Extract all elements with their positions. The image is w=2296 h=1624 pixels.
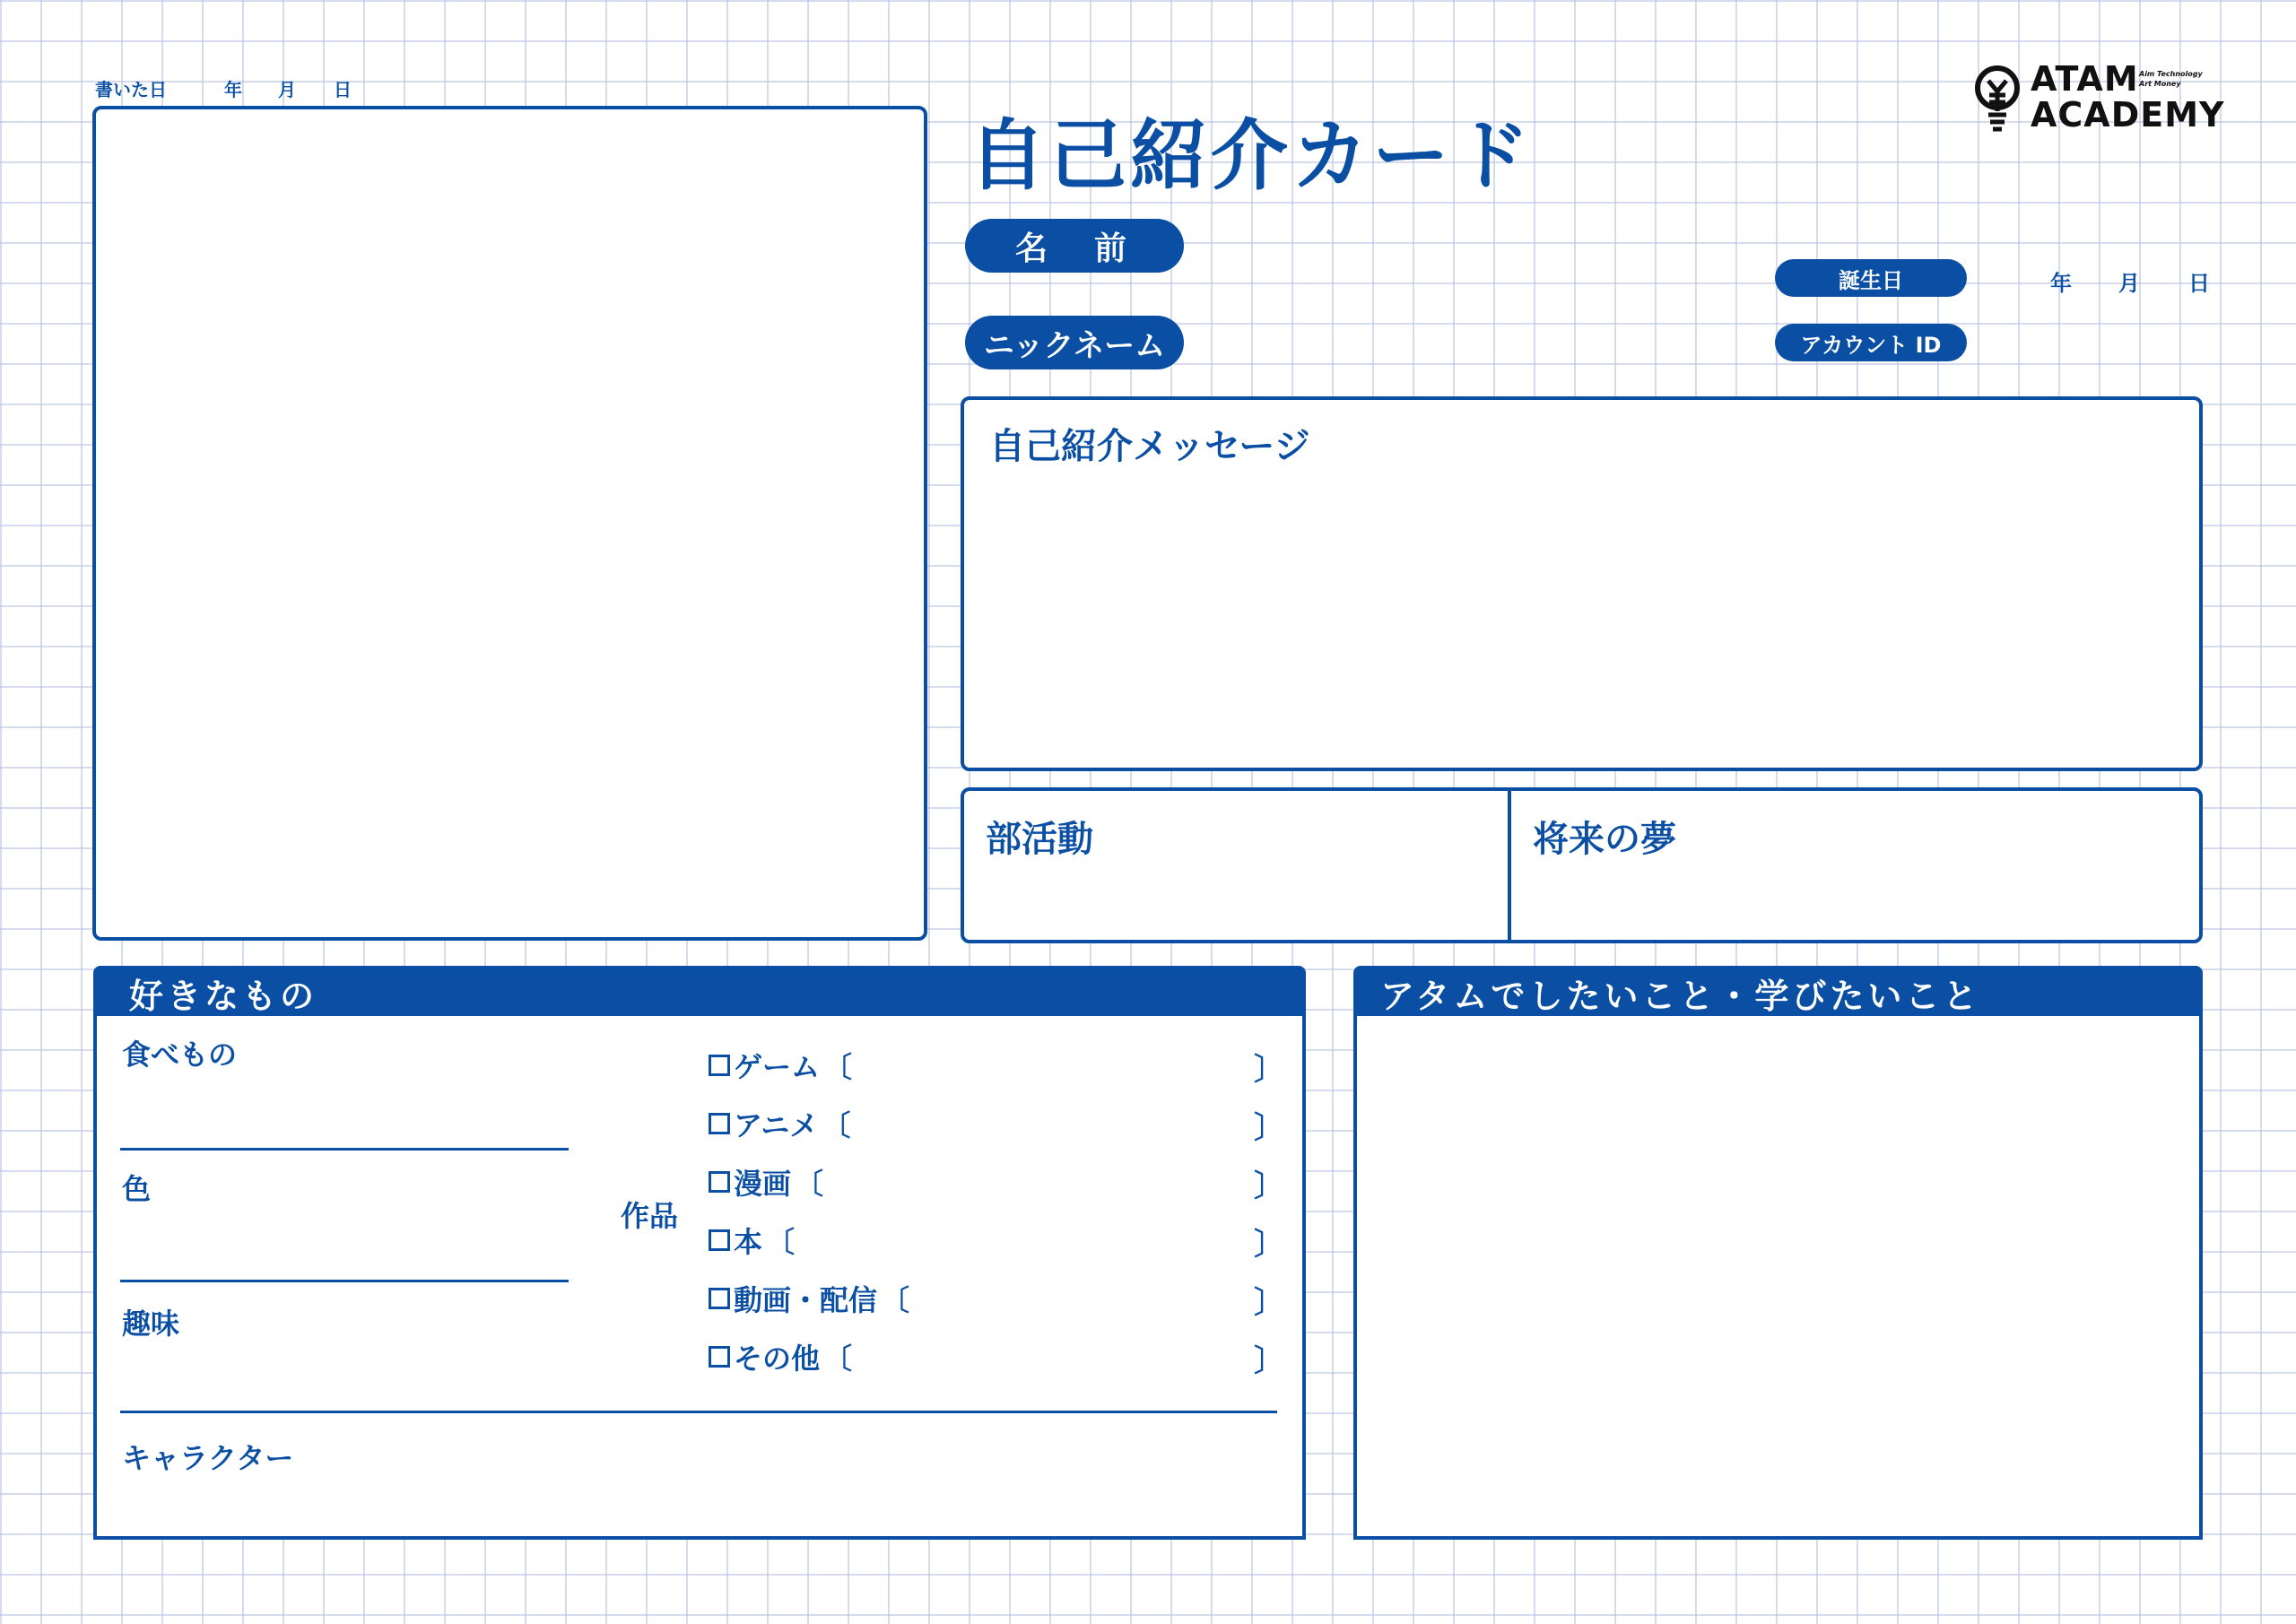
written-date-label: 書いた日 [95, 79, 167, 100]
club-dream-divider [1508, 791, 1511, 940]
bracket-open: 〔 [766, 1225, 796, 1259]
written-date-day: 日 [334, 79, 352, 100]
food-line [120, 1148, 569, 1151]
club-dream-panel [961, 787, 2203, 943]
works-item-manga[interactable] [709, 1161, 823, 1203]
works-item-video[interactable] [709, 1278, 909, 1319]
account-id-label: アカウント ID [1775, 324, 1967, 361]
photo-box[interactable] [92, 106, 927, 941]
logo-tag1: Aim Technology [2139, 70, 2203, 78]
written-date-month: 月 [278, 79, 296, 100]
checkbox[interactable] [709, 1288, 730, 1309]
checkbox[interactable] [709, 1346, 730, 1368]
message-label: 自己紹介メッセージ [989, 426, 1310, 467]
works-item-label: ゲーム [734, 1050, 821, 1084]
birthday-day: 日 [2188, 271, 2210, 296]
hobby-label: 趣味 [122, 1307, 180, 1341]
works-item-label: 漫画 [734, 1167, 792, 1201]
lightbulb-yen-icon [1973, 65, 2022, 135]
atam-header: アタムでしたいこと・学びたいこと [1357, 969, 2199, 1016]
name-label: 名 前 [965, 219, 1184, 273]
written-date [95, 75, 167, 101]
character-label: キャラクター [122, 1441, 294, 1475]
birthday-month: 月 [2118, 271, 2140, 296]
bracket-open: 〔 [823, 1050, 853, 1084]
works-item-anime[interactable] [709, 1103, 850, 1144]
logo [1973, 59, 2225, 140]
bracket-close: 〕 [1254, 1343, 1284, 1379]
works-item-label: 動画・配信 [734, 1283, 878, 1317]
written-date-year: 年 [224, 79, 242, 100]
logo-line1: ATAM [2031, 59, 2139, 99]
works-item-other[interactable] [709, 1336, 852, 1377]
likes-header: 好きなもの [97, 969, 1302, 1016]
birthday-label: 誕生日 [1775, 259, 1967, 297]
bracket-open: 〔 [795, 1167, 824, 1201]
color-label: 色 [122, 1172, 152, 1206]
bracket-close: 〕 [1254, 1052, 1284, 1088]
likes-panel [93, 966, 1306, 1540]
food-label: 食べもの [122, 1038, 238, 1072]
bracket-close: 〕 [1254, 1227, 1284, 1263]
message-panel[interactable] [961, 396, 2203, 771]
logo-tag2: Art Money [2139, 80, 2181, 88]
bracket-close: 〕 [1254, 1110, 1284, 1146]
checkbox[interactable] [709, 1171, 730, 1193]
checkbox[interactable] [709, 1113, 730, 1134]
birthday-year: 年 [2050, 271, 2072, 296]
bracket-open: 〔 [823, 1342, 853, 1376]
bracket-open: 〔 [822, 1108, 851, 1142]
works-label: 作品 [621, 1199, 679, 1233]
color-line [120, 1280, 569, 1282]
works-item-label: その他 [734, 1342, 821, 1376]
bracket-close: 〕 [1254, 1168, 1284, 1204]
works-item-game[interactable] [709, 1045, 852, 1086]
club-label: 部活動 [986, 819, 1093, 860]
logo-line2: ACADEMY [2031, 95, 2225, 135]
works-item-label: 本 [734, 1225, 763, 1259]
bracket-open: 〔 [881, 1283, 910, 1317]
nickname-label: ニックネーム [965, 316, 1184, 369]
hobby-line [120, 1411, 1277, 1413]
works-item-book[interactable] [709, 1220, 795, 1261]
checkbox[interactable] [709, 1229, 730, 1251]
works-item-label: アニメ [734, 1108, 819, 1142]
dream-label: 将来の夢 [1533, 819, 1676, 860]
atam-panel[interactable] [1353, 966, 2203, 1540]
bracket-close: 〕 [1254, 1285, 1284, 1321]
checkbox[interactable] [709, 1055, 730, 1076]
page-title: 自己紹介カード [969, 111, 1534, 201]
